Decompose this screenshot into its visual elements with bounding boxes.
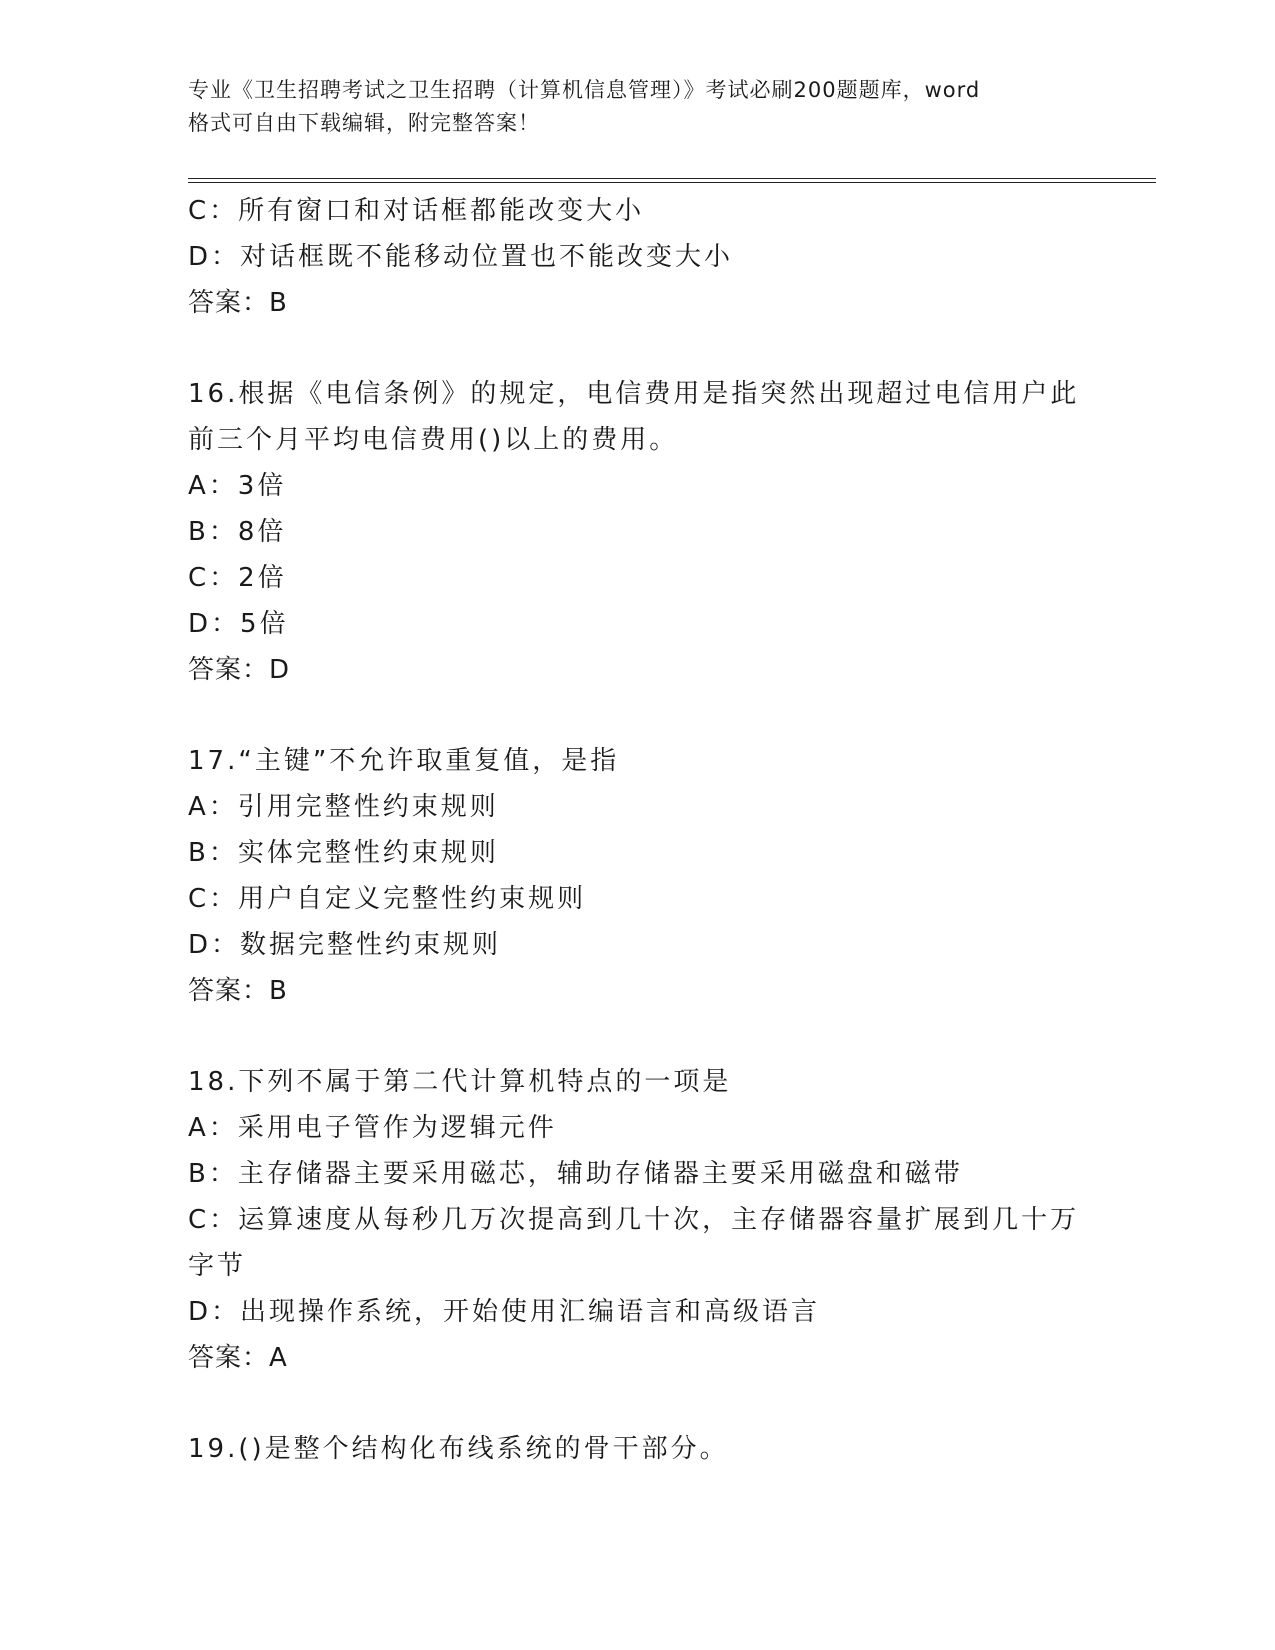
answer: 答案：A	[188, 1343, 288, 1373]
spacer	[188, 326, 1088, 371]
option-d: D：5倍	[188, 609, 289, 639]
option-d: D：数据完整性约束规则	[188, 930, 502, 960]
header-divider-top	[188, 178, 1156, 179]
option-c-continued: 字节	[188, 1251, 247, 1281]
header-line-1: 专业《卫生招聘考试之卫生招聘（计算机信息管理）》考试必刷200题题库，word	[188, 78, 981, 102]
option-d: D：出现操作系统，开始使用汇编语言和高级语言	[188, 1297, 821, 1327]
option-b: B：实体完整性约束规则	[188, 838, 499, 868]
option-a: A：3倍	[188, 471, 287, 501]
question-19	[188, 1426, 1088, 1472]
question-stem: 16.根据《电信条例》的规定，电信费用是指突然出现超过电信用户此	[188, 379, 1080, 409]
option-c: C：运算速度从每秒几万次提高到几十次，主存储器容量扩展到几十万	[188, 1205, 1080, 1235]
spacer	[188, 1381, 1088, 1426]
document-header	[188, 74, 1088, 140]
question-list	[188, 188, 1088, 1472]
option-c: C：用户自定义完整性约束规则	[188, 884, 587, 914]
option-a: A：引用完整性约束规则	[188, 792, 499, 822]
question-stem: 18.下列不属于第二代计算机特点的一项是	[188, 1067, 732, 1097]
question-16	[188, 371, 1088, 693]
header-divider-bottom	[188, 182, 1156, 183]
answer: 答案：D	[188, 655, 291, 685]
question-stem: 19.()是整个结构化布线系统的骨干部分。	[188, 1434, 729, 1464]
spacer	[188, 1014, 1088, 1059]
question-stem: 17.“主键”不允许取重复值，是指	[188, 746, 620, 776]
option-a: A：采用电子管作为逻辑元件	[188, 1113, 557, 1143]
question-stem-continued: 前三个月平均电信费用()以上的费用。	[188, 425, 679, 455]
header-line-2: 格式可自由下载编辑，附完整答案！	[188, 111, 540, 135]
option-b: B：主存储器主要采用磁芯，辅助存储器主要采用磁盘和磁带	[188, 1159, 963, 1189]
question-15-tail	[188, 188, 1088, 326]
question-17	[188, 738, 1088, 1014]
answer: 答案：B	[188, 976, 288, 1006]
option-c: C：所有窗口和对话框都能改变大小	[188, 196, 645, 226]
answer: 答案：B	[188, 288, 288, 318]
spacer	[188, 693, 1088, 738]
option-c: C：2倍	[188, 563, 287, 593]
option-d: D：对话框既不能移动位置也不能改变大小	[188, 242, 734, 272]
option-b: B：8倍	[188, 517, 287, 547]
question-18	[188, 1059, 1088, 1381]
